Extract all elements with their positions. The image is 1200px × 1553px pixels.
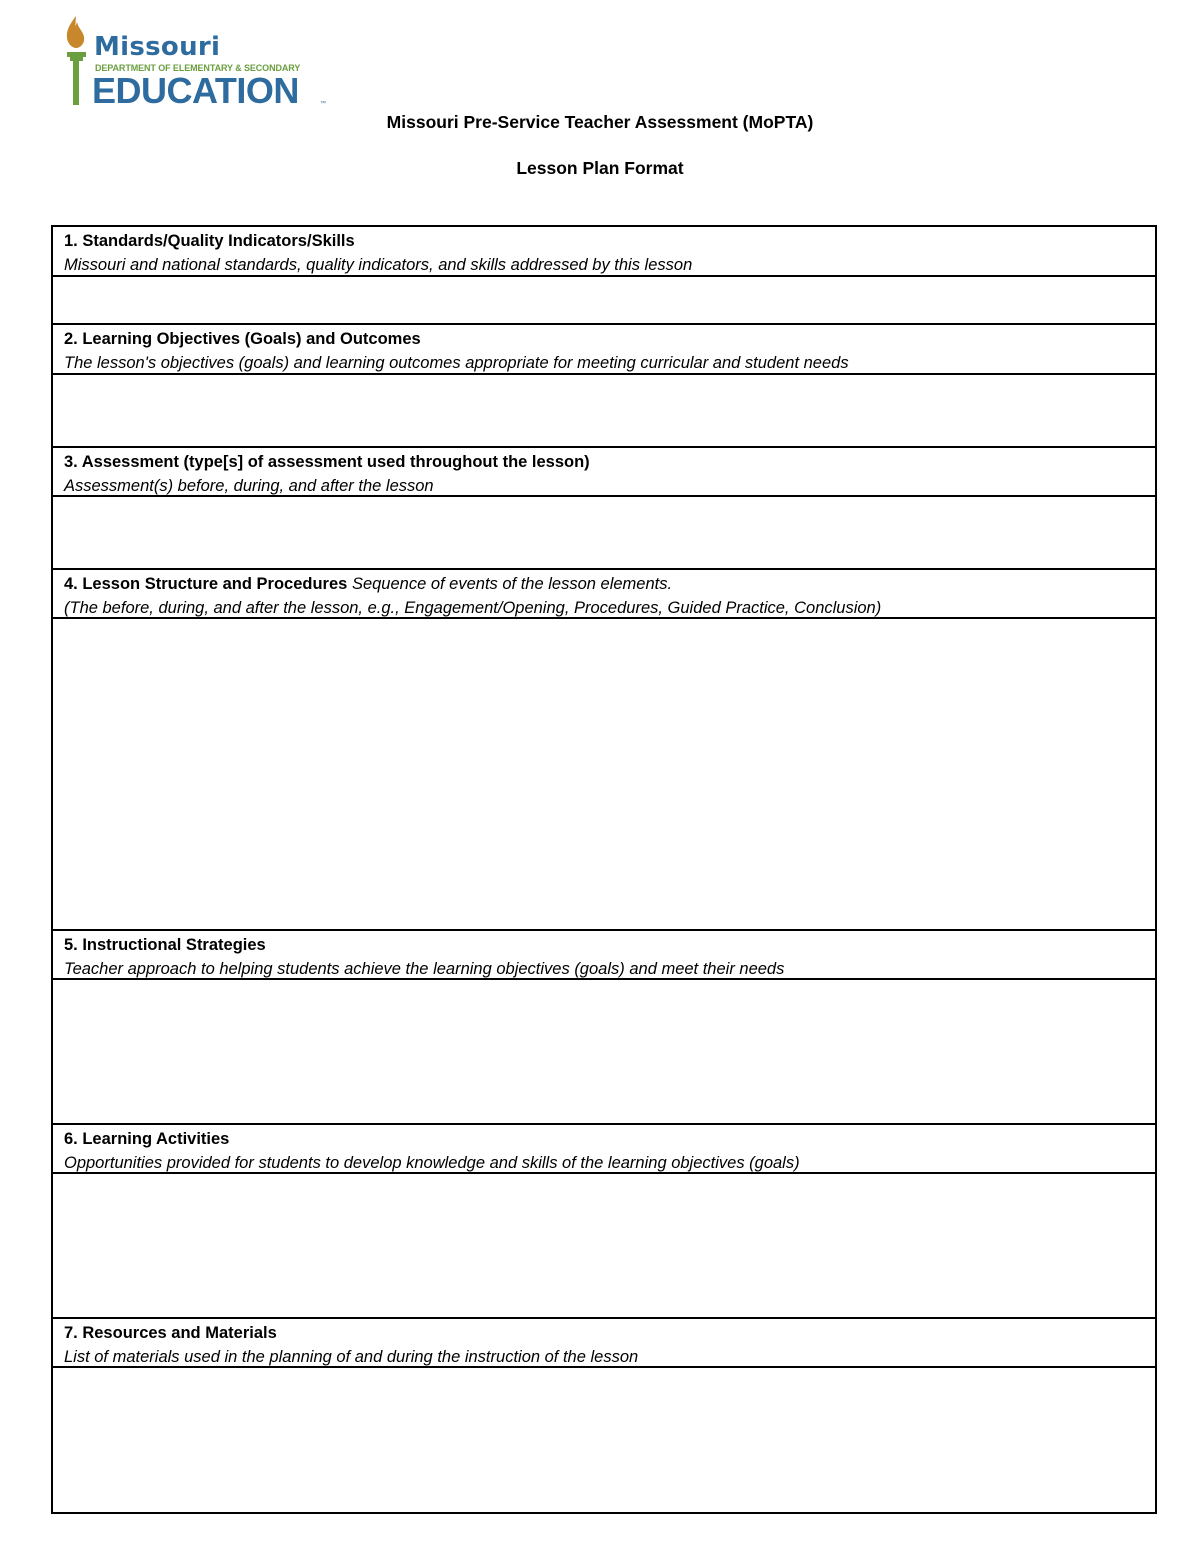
lesson-plan-form [51, 225, 1157, 1514]
answer-field-resources[interactable] [53, 1368, 1155, 1512]
answer-field-assessment[interactable] [53, 497, 1155, 570]
logo-missouri-text: Missouri [94, 32, 221, 62]
logo-education-text: EDUCATION [92, 70, 299, 111]
answer-field-standards[interactable] [53, 277, 1155, 325]
section-heading: 1. Standards/Quality Indicators/Skills [64, 232, 355, 250]
section-description: List of materials used in the planning of and during the instruction of the lesson [64, 1348, 639, 1366]
answer-field-instructional-strategies[interactable] [53, 980, 1155, 1125]
section-header-assessment [53, 448, 1155, 497]
document-subtitle: Lesson Plan Format [516, 158, 684, 178]
section-description: Opportunities provided for students to develop knowledge and skills of the learning objectives (goals) [64, 1154, 800, 1172]
torch-icon [62, 14, 92, 108]
section-heading: 3. Assessment (type[s] of assessment used throughout the lesson) [64, 453, 590, 471]
section-description: The lesson's objectives (goals) and learning outcomes appropriate for meeting curricular and student needs [64, 354, 849, 372]
answer-field-objectives[interactable] [53, 375, 1155, 448]
section-heading: 6. Learning Activities [64, 1130, 230, 1148]
section-heading: 5. Instructional Strategies [64, 936, 266, 954]
section-header-resources [53, 1319, 1155, 1368]
section-description: Assessment(s) before, during, and after the lesson [64, 477, 434, 495]
logo-department-text: DEPARTMENT OF ELEMENTARY & SECONDARY [95, 63, 301, 73]
section-heading: 7. Resources and Materials [64, 1324, 277, 1342]
section-description: Teacher approach to helping students achieve the learning objectives (goals) and meet their needs [64, 960, 785, 978]
section-description: Missouri and national standards, quality indicators, and skills addressed by this lesson [64, 256, 693, 274]
section-header-standards [53, 227, 1155, 277]
section-header-objectives [53, 325, 1155, 375]
missouri-education-logo [62, 14, 337, 111]
section-heading: 2. Learning Objectives (Goals) and Outcomes [64, 330, 421, 348]
section-header-learning-activities [53, 1125, 1155, 1174]
section-header-lesson-structure [53, 570, 1155, 619]
section-heading: 4. Lesson Structure and Procedures [64, 575, 348, 593]
answer-field-learning-activities[interactable] [53, 1174, 1155, 1319]
section-header-instructional-strategies [53, 931, 1155, 980]
logo-trademark: ™ [320, 101, 326, 107]
section-inline-description: Sequence of events of the lesson elements. [351, 575, 673, 593]
answer-field-lesson-structure[interactable] [53, 619, 1155, 931]
section-description: (The before, during, and after the lesson, e.g., Engagement/Opening, Procedures, Guided Practice, Conclusion) [64, 599, 882, 617]
document-title: Missouri Pre-Service Teacher Assessment (MoPTA) [386, 112, 814, 132]
